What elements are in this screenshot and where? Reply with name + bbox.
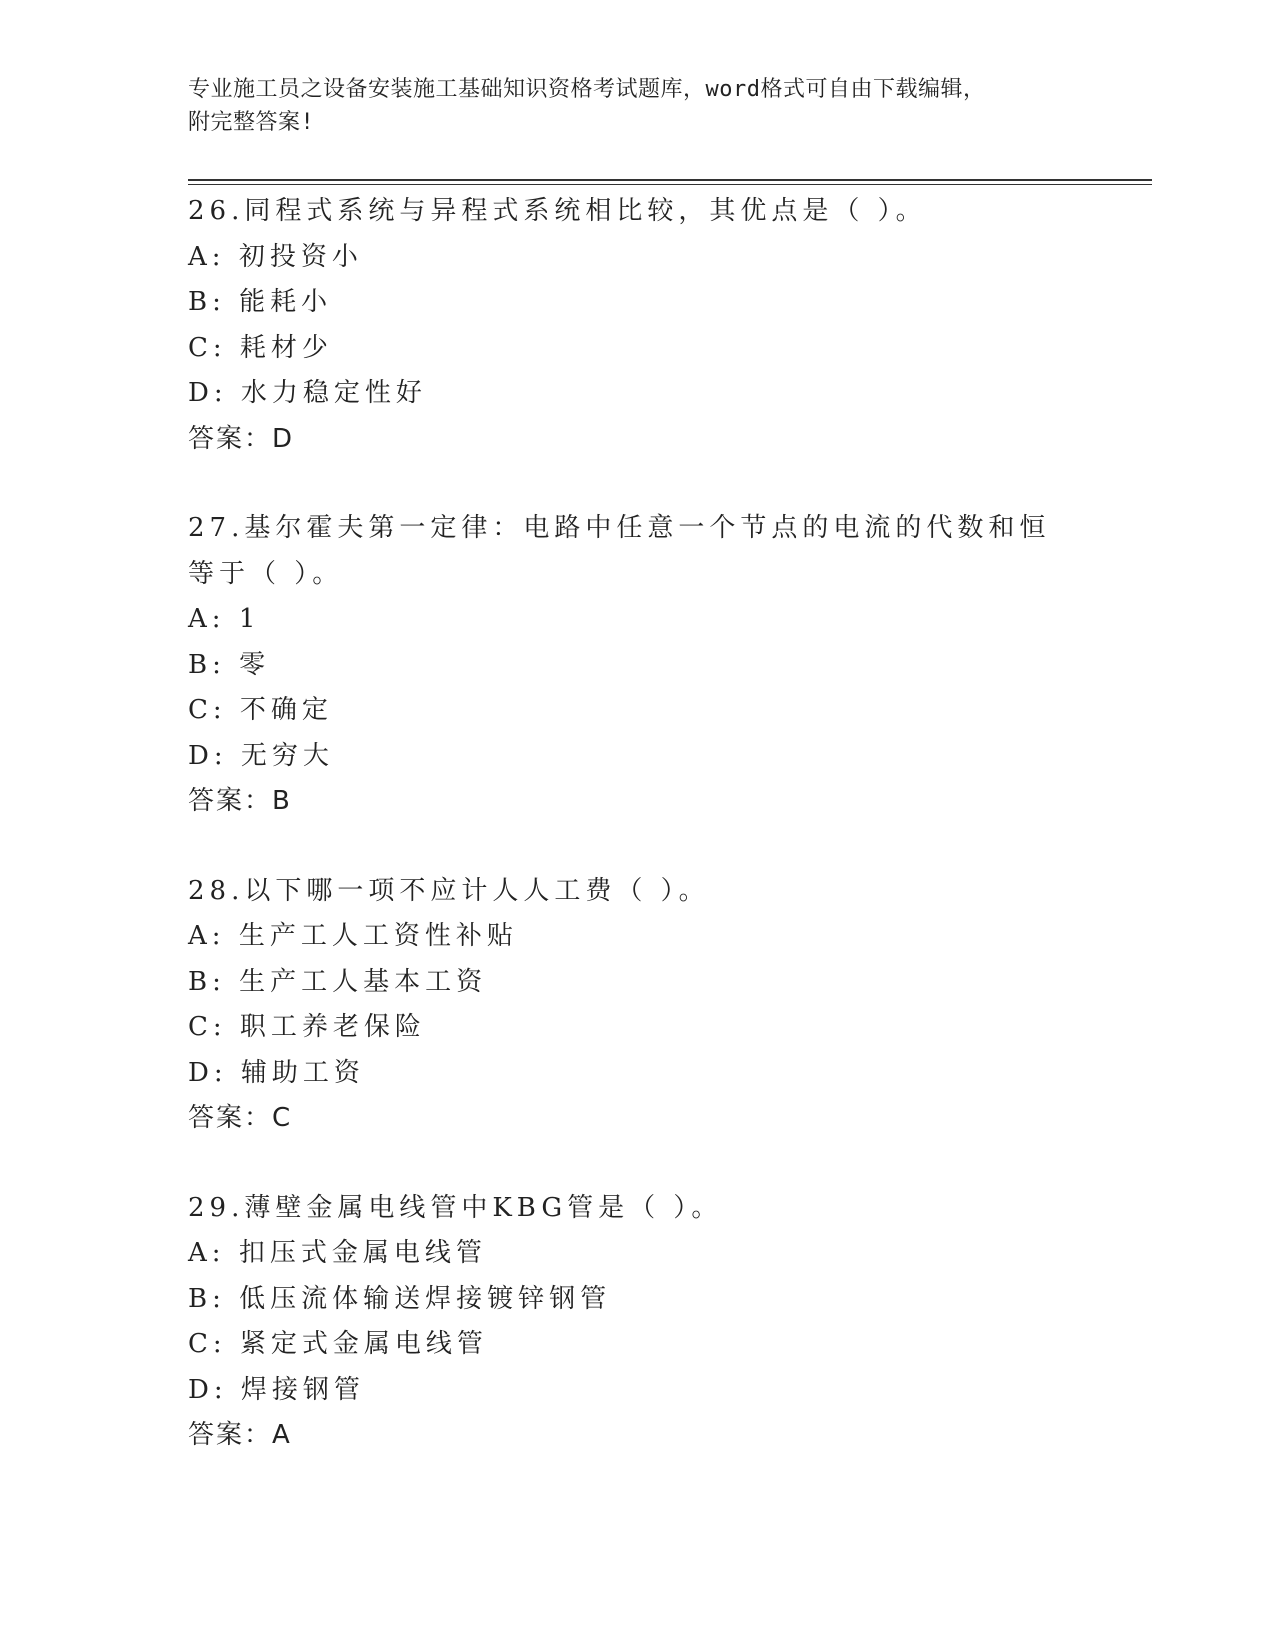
option-a [188, 914, 1088, 960]
option-key: A: [188, 604, 226, 634]
option-key: D: [188, 1057, 228, 1088]
question-26 [188, 189, 1088, 462]
question-number: 27. [188, 513, 245, 543]
option-key: B: [188, 649, 226, 680]
option-text: 职工养老保险 [239, 1012, 426, 1042]
option-key: B: [188, 966, 226, 997]
question-list [188, 189, 1088, 1503]
option-d [188, 371, 1088, 417]
question-number: 28. [188, 875, 245, 906]
option-text: 生产工人基本工资 [239, 966, 488, 997]
option-text: 辅助工资 [240, 1057, 365, 1088]
answer-line: 答案：B [188, 786, 292, 816]
option-d [188, 1368, 1088, 1414]
question-27 [188, 506, 1088, 825]
question-text: 薄壁金属电线管中KBG管是（ ）。 [244, 1192, 723, 1223]
option-text: 扣压式金属电线管 [238, 1238, 487, 1268]
answer-line: 答案：D [188, 423, 295, 454]
question-text: 同程式系统与异程式系统相比较，其优点是（ ）。 [244, 196, 927, 226]
option-d [188, 734, 1088, 780]
option-a [188, 235, 1088, 281]
question-29 [188, 1186, 1088, 1459]
option-d [188, 1051, 1088, 1097]
option-text: 焊接钢管 [240, 1374, 365, 1405]
option-text: 能耗小 [239, 287, 333, 317]
option-key: C: [188, 1012, 227, 1042]
option-key: B: [188, 287, 226, 317]
option-text: 初投资小 [238, 241, 363, 272]
option-c [188, 688, 1088, 734]
option-text: 不确定 [239, 695, 333, 725]
question-stem [188, 1186, 1068, 1232]
answer-line: 答案：C [188, 1103, 293, 1133]
option-text: 紧定式金属电线管 [239, 1329, 488, 1359]
option-text: 无穷大 [240, 740, 334, 771]
option-key: C: [188, 332, 227, 363]
option-text: 耗材少 [239, 332, 333, 363]
header-divider [188, 179, 1152, 185]
question-stem [188, 506, 1068, 597]
option-key: C: [188, 695, 227, 725]
answer-line: 答案：A [188, 1420, 292, 1450]
document-header [188, 73, 1068, 139]
option-b [188, 960, 1088, 1006]
option-b [188, 1277, 1088, 1323]
option-key: A: [188, 1238, 226, 1268]
option-key: A: [188, 921, 226, 951]
option-c [188, 326, 1088, 372]
option-b [188, 280, 1088, 326]
option-key: D: [188, 1374, 228, 1405]
option-b [188, 643, 1088, 689]
option-a [188, 597, 1088, 643]
option-text: 低压流体输送焊接镀锌钢管 [239, 1283, 612, 1314]
question-text: 基尔霍夫第一定律：电路中任意一个节点的电流的代数和恒等于（ ）。 [188, 513, 1051, 589]
option-key: B: [188, 1283, 226, 1314]
option-key: C: [188, 1329, 227, 1359]
header-line-1: 专业施工员之设备安装施工基础知识资格考试题库，word格式可自由下载编辑， [188, 77, 986, 102]
option-key: D: [188, 740, 228, 771]
option-text: 1 [238, 604, 261, 634]
option-text: 水力稳定性好 [240, 378, 427, 408]
question-number: 26. [188, 196, 245, 226]
option-c [188, 1322, 1088, 1368]
question-stem [188, 189, 1068, 235]
question-number: 29. [188, 1192, 245, 1223]
header-line-2: 附完整答案! [188, 110, 315, 135]
option-text: 零 [239, 649, 271, 680]
question-stem [188, 869, 1068, 915]
option-c [188, 1005, 1088, 1051]
option-text: 生产工人工资性补贴 [238, 921, 518, 951]
question-28 [188, 869, 1088, 1142]
option-a [188, 1231, 1088, 1277]
question-text: 以下哪一项不应计人人工费（ ）。 [244, 875, 710, 906]
option-key: A: [188, 241, 226, 272]
option-key: D: [188, 378, 228, 408]
